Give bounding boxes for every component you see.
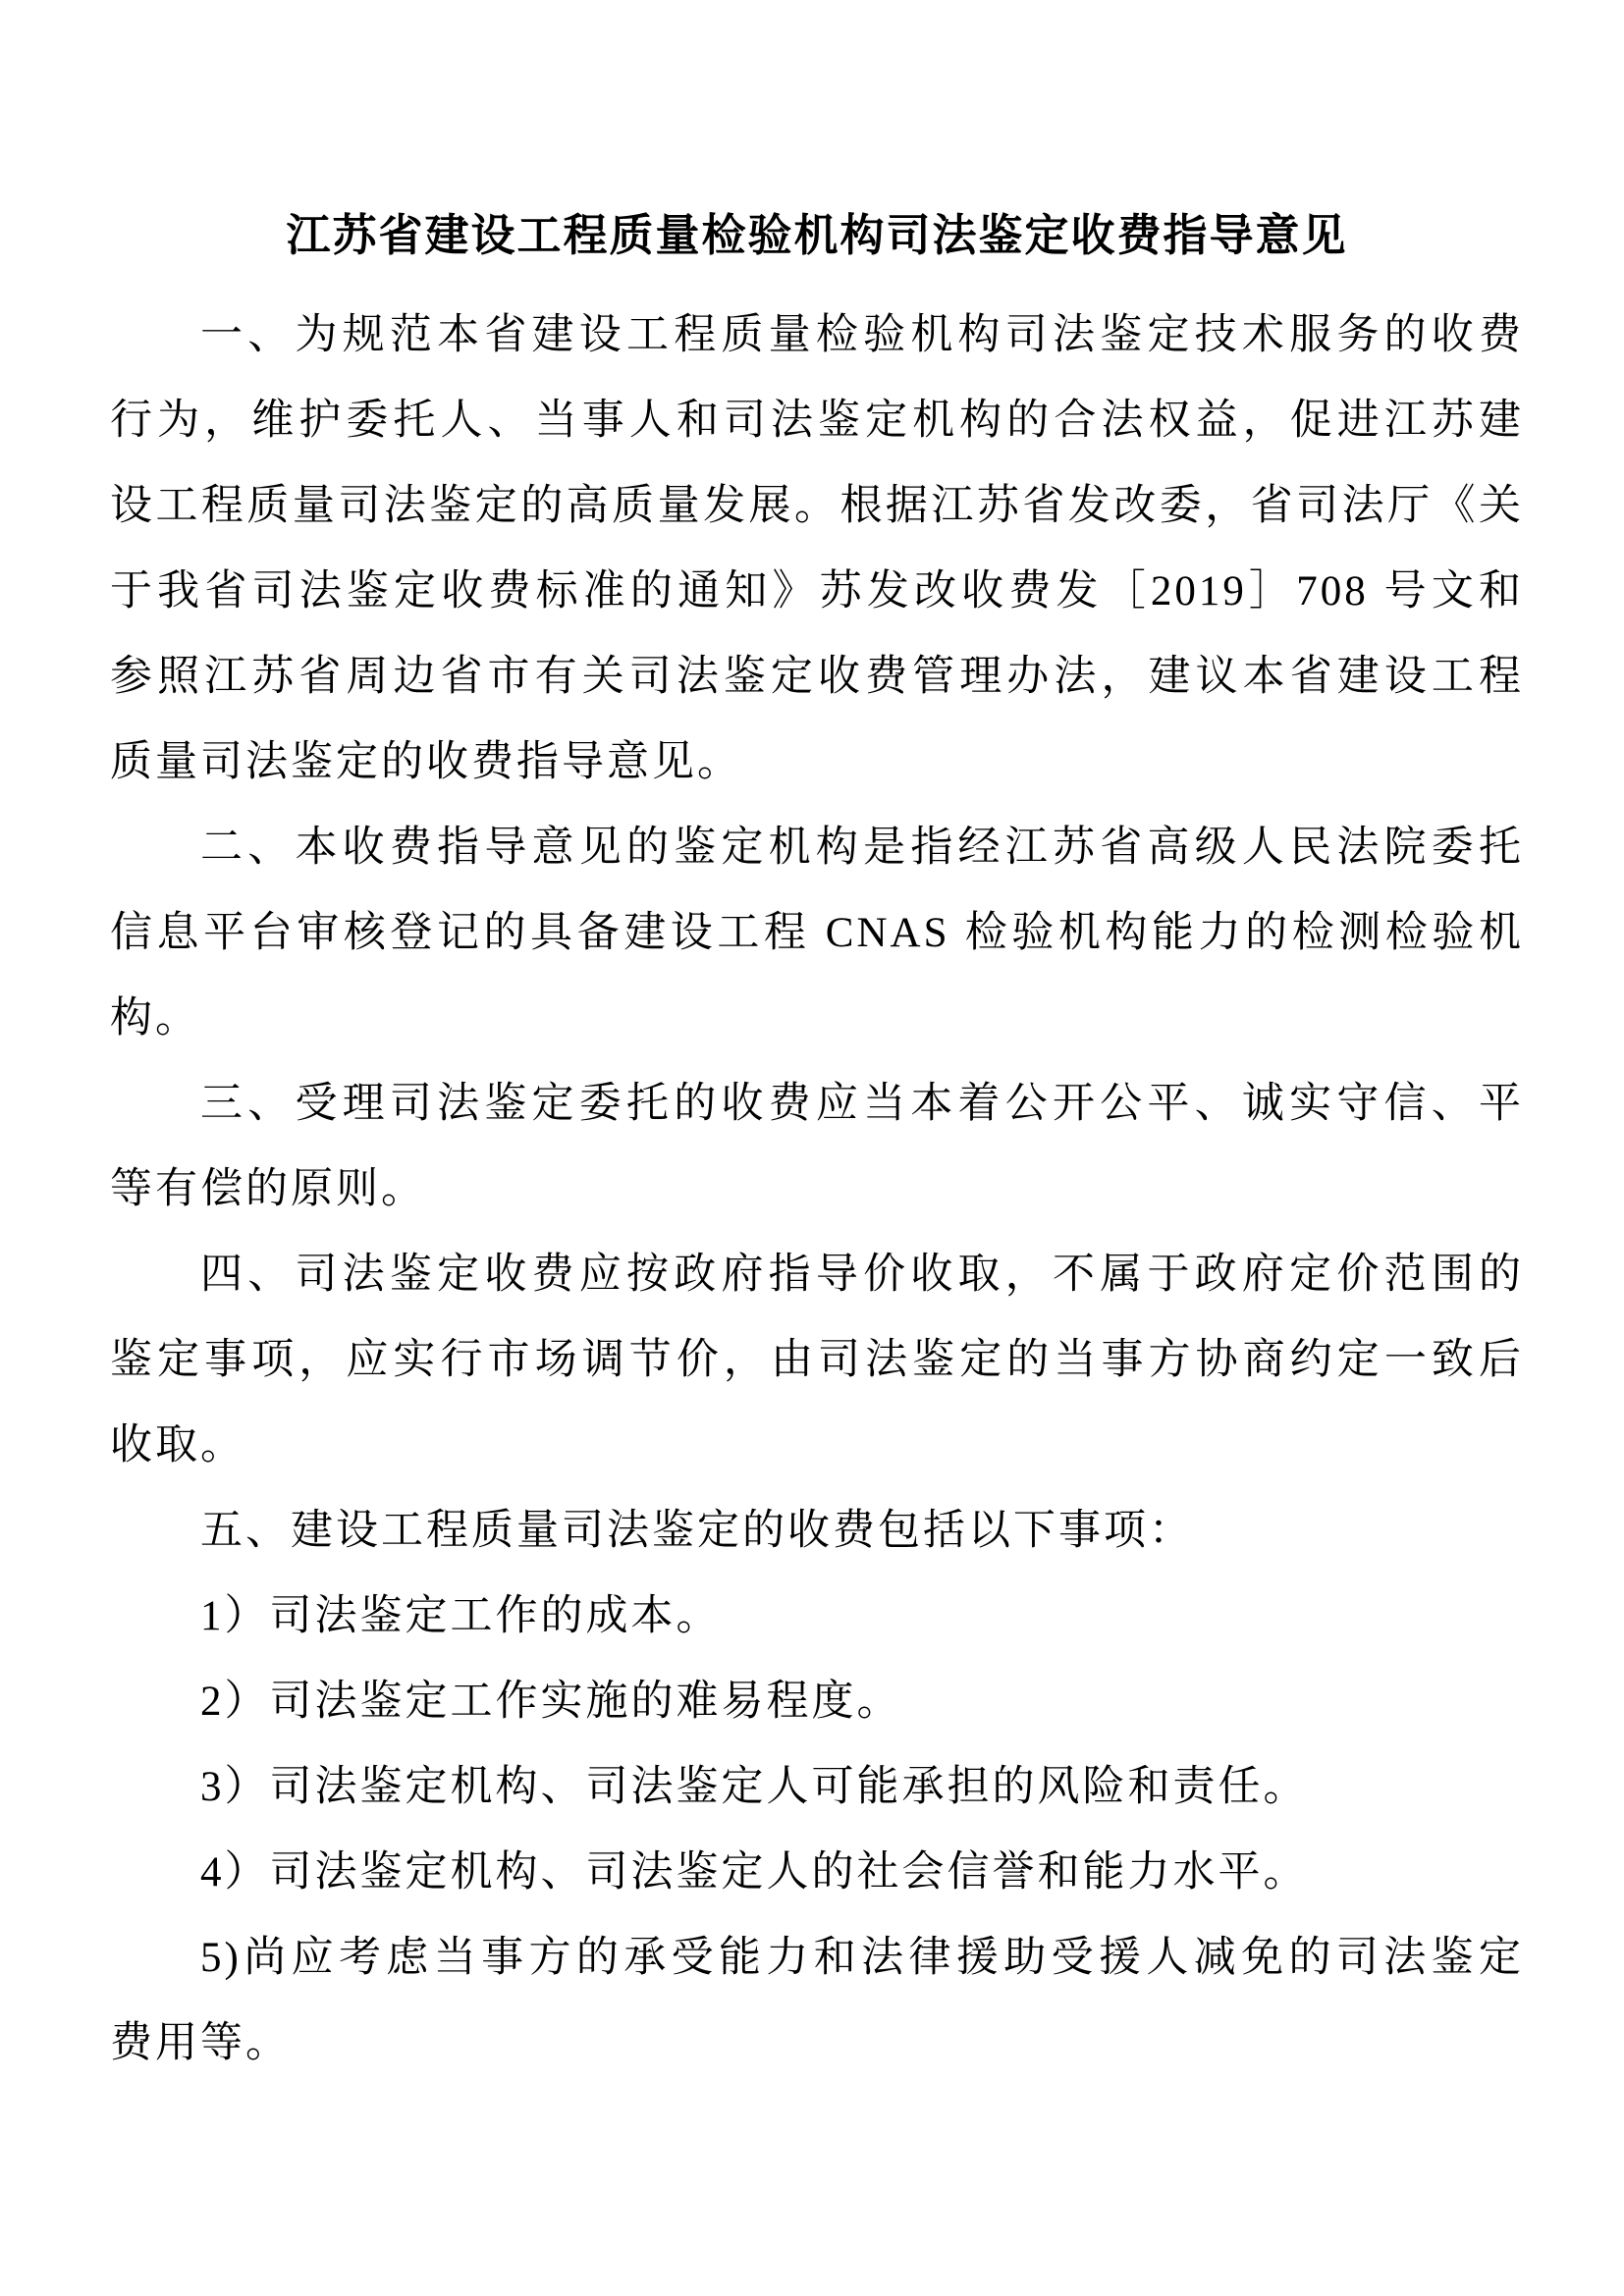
text-line: 四、司法鉴定收费应按政府指导价收取，不属于政府定价范围的: [200, 1252, 1524, 1298]
text-line: 质量司法鉴定的收费指导意见。: [110, 739, 742, 785]
text-line: 行为，维护委托人、当事人和司法鉴定机构的合法权益，促进江苏建: [110, 398, 1524, 444]
text-line: 二、本收费指导意见的鉴定机构是指经江苏省高级人民法院委托: [200, 825, 1524, 871]
list-item: 4）司法鉴定机构、司法鉴定人的社会信誉和能力水平。: [200, 1849, 1309, 1896]
text-line: 参照江苏省周边省市有关司法鉴定收费管理办法，建议本省建设工程: [110, 654, 1524, 700]
list-item: 5)尚应考虑当事方的承受能力和法律援助受援人减免的司法鉴定: [200, 1935, 1524, 1981]
text-line: 等有偿的原则。: [110, 1166, 426, 1212]
text-line: 于我省司法鉴定收费标准的通知》苏发改收费发［2019］708 号文和: [110, 568, 1524, 614]
document-title: 江苏省建设工程质量检验机构司法鉴定收费指导意见: [286, 211, 1348, 260]
text-line: 收取。: [110, 1422, 245, 1468]
list-item: 2）司法鉴定工作实施的难易程度。: [200, 1679, 902, 1725]
list-item: 3）司法鉴定机构、司法鉴定人可能承担的风险和责任。: [200, 1764, 1309, 1810]
list-item: 1）司法鉴定工作的成本。: [200, 1593, 722, 1639]
text-line: 五、建设工程质量司法鉴定的收费包括以下事项：: [200, 1508, 1194, 1554]
text-line: 费用等。: [110, 2020, 291, 2066]
text-line: 构。: [110, 995, 200, 1041]
text-line: 三、受理司法鉴定委托的收费应当本着公开公平、诚实守信、平: [200, 1081, 1524, 1127]
text-line: 设工程质量司法鉴定的高质量发展。根据江苏省发改委，省司法厅《关: [110, 483, 1524, 529]
document-body: [110, 293, 1524, 2086]
text-line: 鉴定事项，应实行市场调节价，由司法鉴定的当事方协商约定一致后: [110, 1337, 1524, 1383]
text-line: 信息平台审核登记的具备建设工程 CNAS 检验机构能力的检测检验机: [110, 910, 1524, 956]
text-line: 一、为规范本省建设工程质量检验机构司法鉴定技术服务的收费: [200, 312, 1524, 358]
